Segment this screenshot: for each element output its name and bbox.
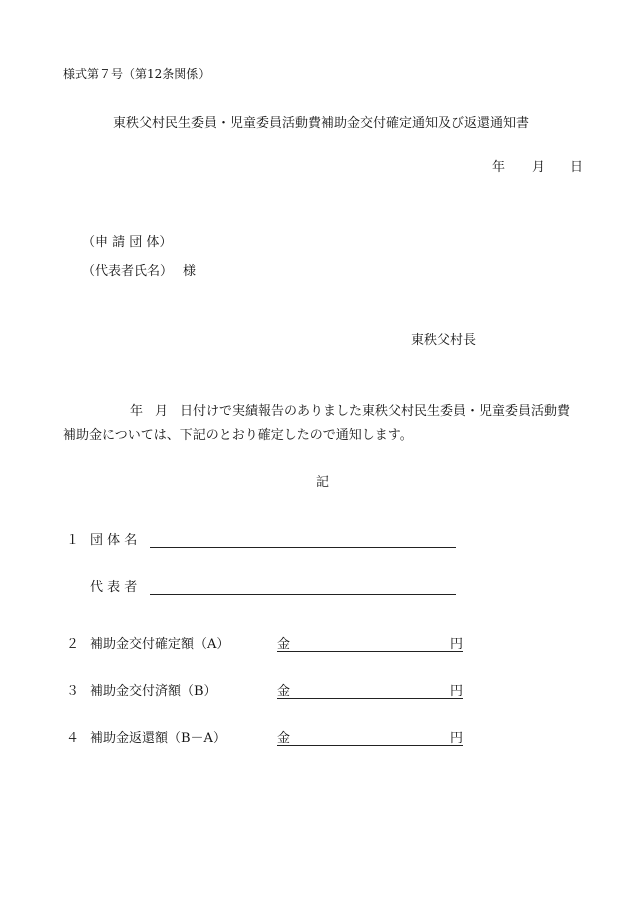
refund-amount-field[interactable] — [277, 745, 463, 746]
date-month: 月 — [532, 160, 546, 175]
date-day: 日 — [570, 160, 584, 175]
document-title: 東秩父村民生委員・児童委員活動費補助金交付確定通知及び返還通知書 — [113, 116, 530, 131]
applicant-organization-label: （申 請 団 体） — [82, 235, 173, 250]
confirmed-amount-yen: 円 — [450, 637, 464, 652]
refund-amount-label: 補助金返還額（B－A） — [90, 731, 226, 746]
honorific-sama: 様 — [183, 264, 197, 279]
paid-amount-label: 補助金交付済額（B） — [90, 684, 217, 699]
item-number-4: ４ — [66, 731, 80, 746]
representative-name-label: （代表者氏名） — [82, 264, 174, 279]
confirmed-amount-label: 補助金交付確定額（A） — [90, 637, 230, 652]
body-text-line1: 日付けで実績報告のありました東秩父村民生委員・児童委員活動費 — [180, 404, 571, 419]
date-year: 年 — [492, 160, 506, 175]
organization-name-field[interactable] — [150, 547, 456, 548]
paid-amount-yen: 円 — [450, 684, 464, 699]
refund-amount-prefix: 金 — [277, 731, 291, 746]
representative-field[interactable] — [150, 594, 456, 595]
body-year: 年 — [130, 404, 144, 419]
confirmed-amount-prefix: 金 — [277, 637, 291, 652]
form-number: 様式第７号（第12条関係） — [63, 67, 211, 81]
organization-name-label: 団 体 名 — [90, 533, 138, 548]
confirmed-amount-field[interactable] — [277, 651, 463, 652]
refund-amount-yen: 円 — [450, 731, 464, 746]
body-text-line2: 補助金については、下記のとおり確定したので通知します。 — [63, 428, 413, 443]
item-number-1: １ — [66, 533, 80, 548]
paid-amount-prefix: 金 — [277, 684, 291, 699]
ki-heading: 記 — [316, 475, 330, 490]
issuer-village-mayor: 東秩父村長 — [411, 333, 477, 348]
body-month: 月 — [155, 404, 169, 419]
item-number-3: ３ — [66, 684, 80, 699]
representative-label: 代 表 者 — [90, 580, 138, 595]
item-number-2: ２ — [66, 637, 80, 652]
paid-amount-field[interactable] — [277, 698, 463, 699]
